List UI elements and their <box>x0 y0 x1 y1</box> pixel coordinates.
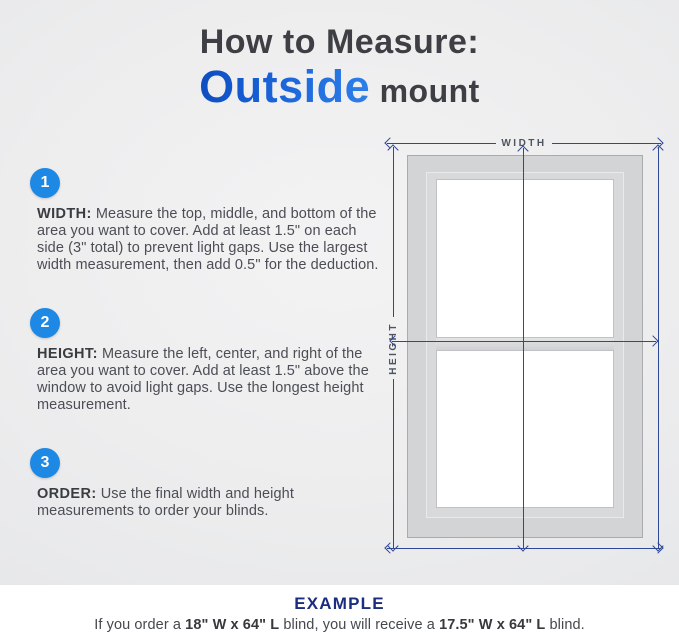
step-3-body: Use the final width and height measurements to order your blinds. <box>37 486 294 519</box>
step-2-number-badge: 2 <box>30 308 60 338</box>
example-received-size: 17.5" W x 64" L <box>439 617 546 633</box>
bottom-dimension-arrow <box>386 541 662 555</box>
window-pane-bottom <box>436 350 614 509</box>
height-dimension-arrow <box>386 146 400 550</box>
arrow-left-icon <box>384 542 395 553</box>
step-3-number-badge: 3 <box>30 448 60 478</box>
height-dimension-label: HEIGHT <box>387 321 399 375</box>
window-pane-top <box>436 179 614 338</box>
example-order-size: 18" W x 64" L <box>185 617 280 633</box>
example-sentence: If you order a 18" W x 64" L blind, you will receive a 17.5" W x 64" L blind. <box>94 617 585 633</box>
step-1-number-badge: 1 <box>30 168 60 198</box>
step-3-description <box>37 486 382 520</box>
arrow-left-icon <box>384 137 395 148</box>
step-2-label: HEIGHT: <box>37 346 98 362</box>
page-header <box>0 24 679 111</box>
step-1-label: WIDTH: <box>37 206 92 222</box>
example-heading: EXAMPLE <box>294 594 385 613</box>
arrow-right-icon <box>647 335 658 346</box>
step-1-body: Measure the top, middle, and bottom of the area you want to cover. Add at least 1.5" on each side (3" total) to prevent light gaps. Use the largest width measurement, then add 0.5" for the deduction. <box>37 206 379 273</box>
arrow-right-icon <box>652 542 663 553</box>
step-3-label: ORDER: <box>37 486 97 502</box>
window-sash <box>426 172 624 518</box>
arrow-up-icon <box>517 145 528 156</box>
step-2-description <box>37 346 382 414</box>
title-mount-text: mount <box>370 73 480 110</box>
width-dimension-label: WIDTH <box>501 137 547 149</box>
arrow-up-icon <box>652 144 663 155</box>
example-footer <box>0 585 679 644</box>
arrow-down-icon <box>652 540 663 551</box>
center-horizontal-arrow <box>391 334 657 348</box>
arrow-up-icon <box>387 144 398 155</box>
step-1-description <box>37 206 382 274</box>
arrow-right-icon <box>652 137 663 148</box>
page-title-line1: How to Measure: <box>199 23 480 61</box>
arrow-left-icon <box>389 335 400 346</box>
arrow-down-icon <box>387 540 398 551</box>
step-2-height <box>30 308 382 414</box>
right-dimension-arrow <box>651 146 665 550</box>
step-2-body: Measure the left, center, and right of the area you want to cover. Add at least 1.5" above the window to avoid light gaps. Use the longest height measurement. <box>37 346 369 413</box>
window-meeting-rail <box>436 338 614 350</box>
window-frame <box>407 155 643 538</box>
page-title-line2 <box>0 61 679 113</box>
arrow-down-icon <box>517 540 528 551</box>
center-vertical-arrow <box>516 147 530 550</box>
title-highlight-outside: Outside <box>199 61 371 113</box>
width-dimension-arrow <box>386 136 662 150</box>
step-3-order <box>30 448 382 520</box>
step-1-width <box>30 168 382 274</box>
